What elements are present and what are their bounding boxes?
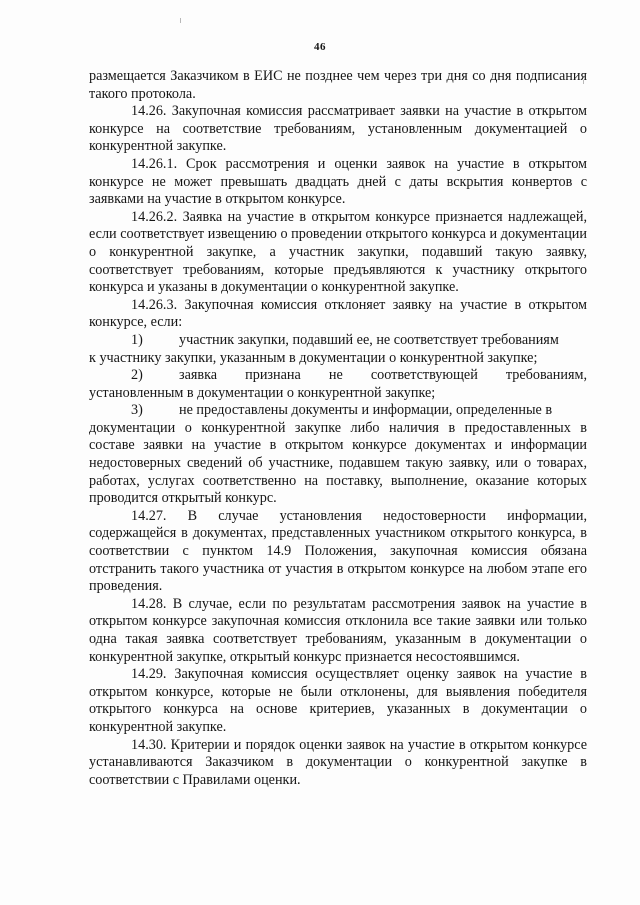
paragraph-14-26-1: 14.26.1. Срок рассмотрения и оценки заявок на участие в открытом конкурсе не может превышать двадцать дней с даты вскрытия конвертов с заявками на участие в открытом конкурсе. (89, 155, 587, 208)
list-item-text: участник закупки, подавший ее, не соответствует требованиям (179, 331, 559, 348)
paragraph-14-27: 14.27. В случае установления недостоверности информации, содержащейся в документах, представленных участником открытого конкурса, в соответствии с пунктом 14.9 Положения, закупочная комиссия обязана отстранить такого участника от участия в открытом конкурсе на любом этапе его проведения. (89, 507, 587, 595)
page-number: 46 (314, 41, 326, 53)
list-item-text: не предоставлены документы и информации, определенные в (179, 402, 553, 419)
list-item-continuation: установленным в документации о конкурентной закупке; (89, 384, 436, 401)
paragraph-continuation: размещается Заказчиком в ЕИС не позднее чем через три дня со дня подписания такого протокола. (89, 68, 587, 102)
document-body (89, 68, 587, 789)
list-item (89, 402, 587, 508)
paragraph-14-30: 14.30. Критерии и порядок оценки заявок на участие в открытом конкурсе устанавливаются Заказчиком в документации о конкурентной закупке в соответствии с Правилами оценки. (89, 736, 587, 788)
list-item-number: 1) (131, 331, 143, 348)
list-item-text: заявка признана не соответствующей требованиям, (179, 367, 587, 384)
paragraph-14-26-3: 14.26.3. Закупочная комиссия отклоняет заявку на участие в открытом конкурсе, если: (89, 296, 587, 331)
list-item-continuation: к участнику закупки, указанным в документации о конкурентной закупке; (89, 349, 538, 366)
paragraph-14-29: 14.29. Закупочная комиссия осуществляет оценку заявок на участие в открытом конкурсе, которые не были отклонены, для выявления победителя открытого конкурса на основе критериев, указанных в документации о конкурентной закупке. (89, 666, 587, 735)
scan-speck (180, 18, 181, 23)
list-item (89, 367, 587, 402)
paragraph-14-26: 14.26. Закупочная комиссия рассматривает заявки на участие в открытом конкурсе на соответствие требованиям, установленным документацией о конкурентной закупке. (89, 103, 587, 155)
list-item-number: 2) (131, 367, 143, 384)
list-item-continuation: документации о конкурентной закупке либо наличия в предоставленных в составе заявки на участие в открытом конкурсе документах и информации недостоверных сведений об участнике, подавшем такую заявку, или о товарах, работах, услугах соответственно на поставку, выполнение, оказание которых проводится открытый конкурс. (89, 419, 587, 507)
paragraph-14-26-2: 14.26.2. Заявка на участие в открытом конкурсе признается надлежащей, если соответствует извещению о проведении открытого конкурса и документации о конкурентной закупке, а участник закупки, подавший такую заявку, соответствует требованиям, которые предъявляются к участнику открытого конкурса и указаны в документации о конкурентной закупке. (89, 208, 587, 296)
paragraph-14-28: 14.28. В случае, если по результатам рассмотрения заявок на участие в открытом конкурсе закупочная комиссия отклонила все такие заявки или только одна такая заявка соответствует требованиям, указанным в документации о конкурентной закупке, открытый конкурс признается несостоявшимся. (89, 595, 587, 665)
list-item (89, 332, 587, 367)
list-item-number: 3) (131, 402, 143, 419)
